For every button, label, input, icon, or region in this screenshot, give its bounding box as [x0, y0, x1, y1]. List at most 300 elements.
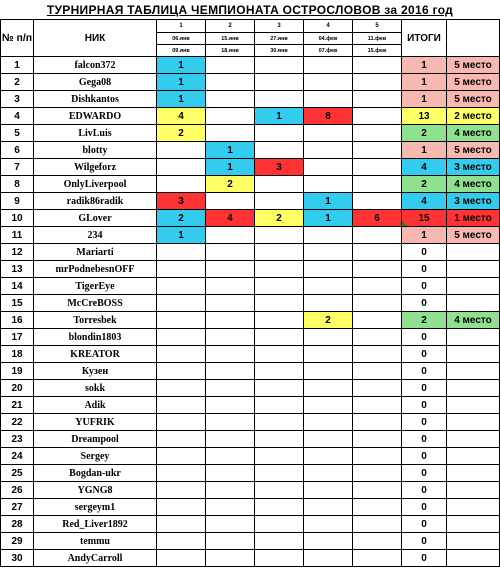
stage-score [304, 363, 353, 380]
stage-score [206, 329, 255, 346]
table-row [1, 210, 500, 227]
player-nick: Gega08 [34, 74, 157, 91]
header-totals: ИТОГИ [402, 20, 447, 57]
tournament-table [0, 19, 500, 567]
stage-score [206, 363, 255, 380]
stage-score [304, 125, 353, 142]
stage-score [157, 533, 206, 550]
player-nick: Кузен [34, 363, 157, 380]
stage-score [255, 261, 304, 278]
stage-start-date: 06.янв [157, 33, 206, 45]
stage-score [353, 380, 402, 397]
stage-score [206, 108, 255, 125]
total-score: 1 [402, 91, 447, 108]
table-row [1, 414, 500, 431]
player-nick: sokk [34, 380, 157, 397]
stage-score [157, 448, 206, 465]
stage-score [255, 142, 304, 159]
stage-end-date: 07.фев [304, 45, 353, 57]
player-nick: Mariarti [34, 244, 157, 261]
stage-score: 1 [255, 108, 304, 125]
place-label [447, 244, 500, 261]
stage-score [157, 312, 206, 329]
row-number: 30 [1, 550, 34, 567]
stage-score [353, 125, 402, 142]
stage-score [255, 431, 304, 448]
place-label: 5 место [447, 227, 500, 244]
player-nick: Sergey [34, 448, 157, 465]
stage-score [206, 193, 255, 210]
stage-score [304, 550, 353, 567]
table-row [1, 431, 500, 448]
stage-score [304, 57, 353, 74]
stage-score [304, 142, 353, 159]
total-score: 2 [402, 176, 447, 193]
stage-score [255, 57, 304, 74]
stage-score [157, 142, 206, 159]
stage-score [353, 465, 402, 482]
total-score: 0 [402, 465, 447, 482]
player-nick: Wilgeforz [34, 159, 157, 176]
total-score: 0 [402, 295, 447, 312]
stage-score: 1 [206, 142, 255, 159]
total-score: 0 [402, 516, 447, 533]
table-row [1, 159, 500, 176]
stage-score [255, 278, 304, 295]
total-score: 0 [402, 533, 447, 550]
stage-score [353, 244, 402, 261]
stage-score [304, 346, 353, 363]
stage-score [304, 244, 353, 261]
place-label [447, 414, 500, 431]
stage-score [353, 329, 402, 346]
stage-score [304, 533, 353, 550]
stage-score [353, 431, 402, 448]
stage-score [304, 74, 353, 91]
row-number: 23 [1, 431, 34, 448]
total-score: 13 [402, 108, 447, 125]
stage-score [206, 74, 255, 91]
total-score: 0 [402, 414, 447, 431]
stage-score [255, 91, 304, 108]
place-label: 2 место [447, 108, 500, 125]
total-score: 2 [402, 312, 447, 329]
stage-score [206, 261, 255, 278]
stage-start-date: 04.фев [304, 33, 353, 45]
place-label [447, 363, 500, 380]
player-nick: OnlyLiverpool [34, 176, 157, 193]
stage-score [157, 176, 206, 193]
place-label [447, 448, 500, 465]
stage-score [206, 516, 255, 533]
stage-score [206, 312, 255, 329]
table-body [1, 57, 500, 567]
table-row [1, 193, 500, 210]
place-label: 4 место [447, 125, 500, 142]
stage-score [304, 499, 353, 516]
stage-score [206, 346, 255, 363]
row-number: 13 [1, 261, 34, 278]
stage-score [206, 465, 255, 482]
place-label [447, 465, 500, 482]
stage-score [206, 414, 255, 431]
stage-score [157, 499, 206, 516]
stage-score [157, 397, 206, 414]
table-row [1, 74, 500, 91]
stage-score [157, 431, 206, 448]
player-nick: LivLuis [34, 125, 157, 142]
row-number: 12 [1, 244, 34, 261]
stage-number: 2 [206, 20, 255, 33]
total-score: 4 [402, 159, 447, 176]
total-score: 4 [402, 193, 447, 210]
row-number: 15 [1, 295, 34, 312]
place-label: 4 место [447, 312, 500, 329]
place-label: 5 место [447, 91, 500, 108]
stage-score [304, 159, 353, 176]
total-score: 0 [402, 448, 447, 465]
total-score: 0 [402, 482, 447, 499]
stage-score [255, 176, 304, 193]
stage-score [353, 74, 402, 91]
place-label: 5 место [447, 74, 500, 91]
stage-score [206, 91, 255, 108]
stage-score [304, 227, 353, 244]
table-row [1, 448, 500, 465]
stage-score: 1 [157, 57, 206, 74]
player-nick: YGNG8 [34, 482, 157, 499]
stage-score [353, 346, 402, 363]
stage-score: 1 [157, 74, 206, 91]
place-label [447, 431, 500, 448]
stage-score [353, 142, 402, 159]
stage-score [304, 516, 353, 533]
stage-score [304, 482, 353, 499]
header-place [447, 20, 500, 57]
stage-score [304, 176, 353, 193]
stage-start-date: 15.янв [206, 33, 255, 45]
place-label: 5 место [447, 57, 500, 74]
table-row [1, 329, 500, 346]
stage-score [255, 74, 304, 91]
row-number: 17 [1, 329, 34, 346]
row-number: 14 [1, 278, 34, 295]
stage-number: 1 [157, 20, 206, 33]
player-nick: Torresbek [34, 312, 157, 329]
stage-score [255, 448, 304, 465]
row-number: 22 [1, 414, 34, 431]
stage-score [255, 550, 304, 567]
total-score: 0 [402, 261, 447, 278]
stage-score [255, 312, 304, 329]
table-row [1, 176, 500, 193]
stage-score: 1 [157, 91, 206, 108]
stage-score [157, 482, 206, 499]
stage-score [304, 448, 353, 465]
stage-score [353, 159, 402, 176]
stage-score: 4 [206, 210, 255, 227]
stage-score [353, 516, 402, 533]
stage-score [206, 227, 255, 244]
stage-score [353, 57, 402, 74]
stage-score: 2 [157, 210, 206, 227]
table-row [1, 278, 500, 295]
stage-score [304, 278, 353, 295]
player-nick: Dreampool [34, 431, 157, 448]
stage-score [353, 448, 402, 465]
place-label [447, 295, 500, 312]
player-nick: AndyCarroll [34, 550, 157, 567]
player-nick: sergeym1 [34, 499, 157, 516]
row-number: 28 [1, 516, 34, 533]
row-number: 5 [1, 125, 34, 142]
stage-score [206, 533, 255, 550]
stage-score: 1 [157, 227, 206, 244]
table-row [1, 261, 500, 278]
stage-number: 4 [304, 20, 353, 33]
row-number: 3 [1, 91, 34, 108]
row-number: 29 [1, 533, 34, 550]
stage-score [255, 125, 304, 142]
header-row-stage-numbers [1, 20, 500, 33]
stage-score: 1 [304, 193, 353, 210]
row-number: 2 [1, 74, 34, 91]
stage-score [255, 363, 304, 380]
stage-score: 3 [157, 193, 206, 210]
table-row [1, 499, 500, 516]
table-row [1, 57, 500, 74]
place-label: 3 место [447, 159, 500, 176]
row-number: 21 [1, 397, 34, 414]
total-score: 1 [402, 142, 447, 159]
row-number: 19 [1, 363, 34, 380]
place-label [447, 499, 500, 516]
player-nick: McCreBOSS [34, 295, 157, 312]
total-score: 0 [402, 244, 447, 261]
stage-score [157, 278, 206, 295]
player-nick: Bogdan-ukr [34, 465, 157, 482]
place-label [447, 516, 500, 533]
total-score: 0 [402, 363, 447, 380]
total-score: 0 [402, 380, 447, 397]
stage-score [206, 499, 255, 516]
stage-score [255, 397, 304, 414]
stage-score [255, 465, 304, 482]
stage-score [304, 380, 353, 397]
stage-number: 5 [353, 20, 402, 33]
player-nick: falcon372 [34, 57, 157, 74]
place-label [447, 550, 500, 567]
stage-score: 1 [304, 210, 353, 227]
table-row [1, 482, 500, 499]
stage-score [353, 414, 402, 431]
table-row [1, 380, 500, 397]
table-row [1, 533, 500, 550]
stage-score [304, 431, 353, 448]
total-score: 2 [402, 125, 447, 142]
total-score: 0 [402, 346, 447, 363]
stage-score: 2 [255, 210, 304, 227]
row-number: 8 [1, 176, 34, 193]
stage-score [353, 533, 402, 550]
stage-end-date: 09.янв [157, 45, 206, 57]
stage-score [206, 244, 255, 261]
stage-end-date: 30.янв [255, 45, 304, 57]
stage-score [304, 414, 353, 431]
stage-start-date: 11.фев [353, 33, 402, 45]
place-label [447, 261, 500, 278]
place-label [447, 346, 500, 363]
stage-score [206, 380, 255, 397]
total-score: 0 [402, 431, 447, 448]
stage-score [353, 499, 402, 516]
table-row [1, 312, 500, 329]
stage-score [304, 261, 353, 278]
stage-score [255, 329, 304, 346]
stage-score [353, 363, 402, 380]
stage-score [255, 482, 304, 499]
row-number: 11 [1, 227, 34, 244]
total-score: 15 [402, 210, 447, 227]
place-label: 5 место [447, 142, 500, 159]
stage-score: 2 [206, 176, 255, 193]
place-label [447, 533, 500, 550]
stage-score [206, 431, 255, 448]
stage-score [353, 193, 402, 210]
stage-score [255, 516, 304, 533]
stage-score [255, 499, 304, 516]
player-nick: GLover [34, 210, 157, 227]
stage-score [353, 108, 402, 125]
stage-score [157, 295, 206, 312]
stage-score [157, 244, 206, 261]
player-nick: 234 [34, 227, 157, 244]
table-row [1, 550, 500, 567]
table-row [1, 142, 500, 159]
stage-score: 2 [157, 125, 206, 142]
place-label [447, 329, 500, 346]
total-score: 1 [402, 227, 447, 244]
stage-score [353, 295, 402, 312]
place-label [447, 482, 500, 499]
row-number: 27 [1, 499, 34, 516]
stage-score [206, 278, 255, 295]
place-label [447, 397, 500, 414]
stage-score: 3 [255, 159, 304, 176]
stage-score: 6 [353, 210, 402, 227]
stage-score [206, 448, 255, 465]
total-score: 0 [402, 278, 447, 295]
place-label: 3 место [447, 193, 500, 210]
stage-score [206, 125, 255, 142]
stage-score [304, 465, 353, 482]
player-nick: Dishkantos [34, 91, 157, 108]
stage-score [255, 295, 304, 312]
stage-score: 8 [304, 108, 353, 125]
table-row [1, 346, 500, 363]
table-row [1, 125, 500, 142]
stage-score [353, 278, 402, 295]
stage-score [206, 397, 255, 414]
row-number: 24 [1, 448, 34, 465]
row-number: 16 [1, 312, 34, 329]
player-nick: EDWARDO [34, 108, 157, 125]
place-label [447, 278, 500, 295]
table-row [1, 363, 500, 380]
row-number: 25 [1, 465, 34, 482]
player-nick: KREATOR [34, 346, 157, 363]
stage-score [255, 244, 304, 261]
stage-score: 1 [206, 159, 255, 176]
player-nick: YUFRIK [34, 414, 157, 431]
table-row [1, 108, 500, 125]
player-nick: blotty [34, 142, 157, 159]
player-nick: mrPodnebesnOFF [34, 261, 157, 278]
table-row [1, 516, 500, 533]
row-number: 20 [1, 380, 34, 397]
player-nick: Adik [34, 397, 157, 414]
stage-score [353, 482, 402, 499]
place-label: 1 место [447, 210, 500, 227]
page-title: ТУРНИРНАЯ ТАБЛИЦА ЧЕМПИОНАТА ОСТРОСЛОВОВ за 2016 год [46, 3, 454, 17]
stage-score [255, 533, 304, 550]
row-number: 1 [1, 57, 34, 74]
stage-score: 2 [304, 312, 353, 329]
stage-score [255, 380, 304, 397]
player-nick: blondin1803 [34, 329, 157, 346]
stage-score [157, 159, 206, 176]
stage-score [255, 227, 304, 244]
total-score: 0 [402, 329, 447, 346]
total-score: 0 [402, 550, 447, 567]
stage-score [353, 550, 402, 567]
stage-score [157, 465, 206, 482]
table-row [1, 91, 500, 108]
stage-start-date: 27.янв [255, 33, 304, 45]
stage-score [157, 363, 206, 380]
row-number: 7 [1, 159, 34, 176]
table-row [1, 397, 500, 414]
row-number: 9 [1, 193, 34, 210]
stage-score [255, 193, 304, 210]
table-row [1, 295, 500, 312]
stage-score [304, 397, 353, 414]
row-number: 6 [1, 142, 34, 159]
place-label: 4 место [447, 176, 500, 193]
row-number: 26 [1, 482, 34, 499]
row-number: 10 [1, 210, 34, 227]
table-row [1, 465, 500, 482]
player-nick: Red_Liver1892 [34, 516, 157, 533]
stage-score [157, 380, 206, 397]
player-nick: radik86radik [34, 193, 157, 210]
stage-score: 4 [157, 108, 206, 125]
stage-score [157, 414, 206, 431]
table-row [1, 244, 500, 261]
total-score: 1 [402, 57, 447, 74]
header-num: № п/п [1, 20, 34, 57]
stage-score [353, 261, 402, 278]
stage-score [157, 550, 206, 567]
stage-score [353, 227, 402, 244]
stage-score [206, 550, 255, 567]
stage-score [206, 57, 255, 74]
stage-score [353, 397, 402, 414]
stage-score [206, 482, 255, 499]
header-nick: НИК [34, 20, 157, 57]
stage-score [157, 329, 206, 346]
total-score: 0 [402, 499, 447, 516]
